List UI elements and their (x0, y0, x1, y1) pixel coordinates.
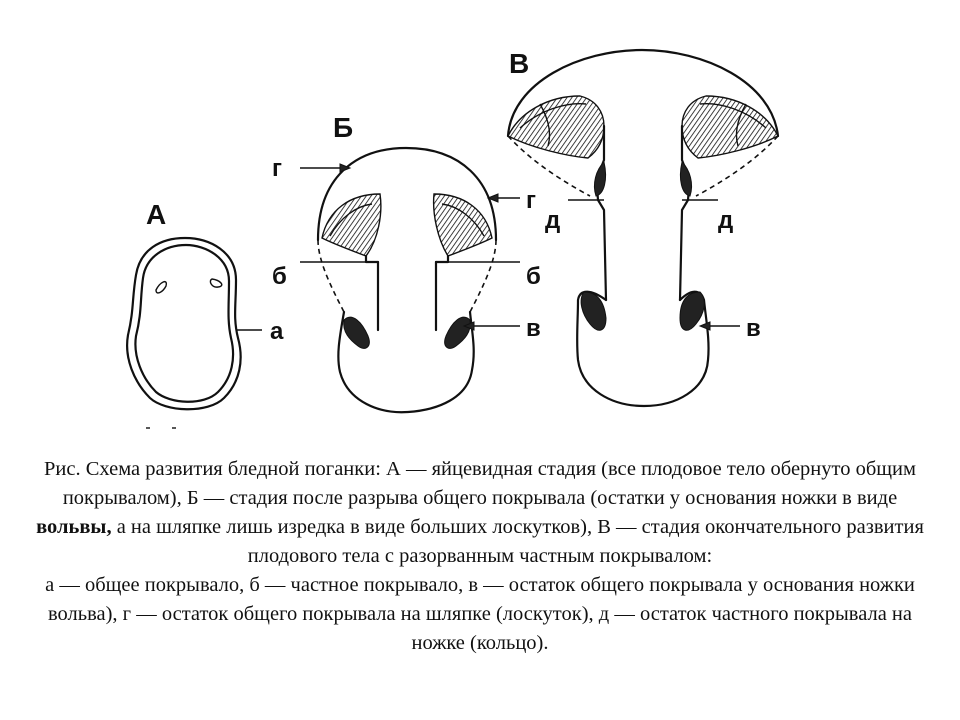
label-a: а (270, 318, 284, 345)
label-d-right: д (718, 207, 734, 234)
label-d-left: д (545, 207, 561, 234)
stage-b-mushroom (272, 112, 541, 412)
stage-a-egg (127, 199, 284, 409)
stage-c-letter: В (509, 48, 530, 79)
label-b-right: б (526, 263, 541, 290)
figure-caption (30, 455, 930, 658)
caption-lead: Рис. Схема развития бледной поганки: А — яйцевидная стадия (все плодовое тело обернуто общим покрывалом), Б — стадия после разрыва общего покрывала (остатки у основания ножки в виде (43, 458, 916, 509)
label-v-c: в (746, 315, 761, 342)
label-g-left: г (272, 155, 282, 182)
stage-a-letter: А (146, 199, 167, 230)
caption-bold-term: вольвы, (36, 516, 112, 538)
stage-b-letter: Б (333, 112, 354, 143)
label-v-b: в (526, 315, 541, 342)
stage-c-mushroom (508, 48, 778, 406)
label-b-left: б (272, 263, 287, 290)
caption-paragraph (30, 455, 930, 571)
label-g-right: г (526, 187, 536, 214)
caption-legend: а — общее покрывало, б — частное покрывало, в — остаток общего покрывала у основания ножки вольва), г — остаток общего покрывала на шляпке (лоскуток), д — остаток частного покрывала на ножке (кольцо). (45, 574, 915, 654)
caption-after-bold: а на шляпке лишь изредка в виде больших лоскутков), В — стадия окончательного развития плодового тела с разорванным частным покрывалом: (111, 516, 924, 567)
